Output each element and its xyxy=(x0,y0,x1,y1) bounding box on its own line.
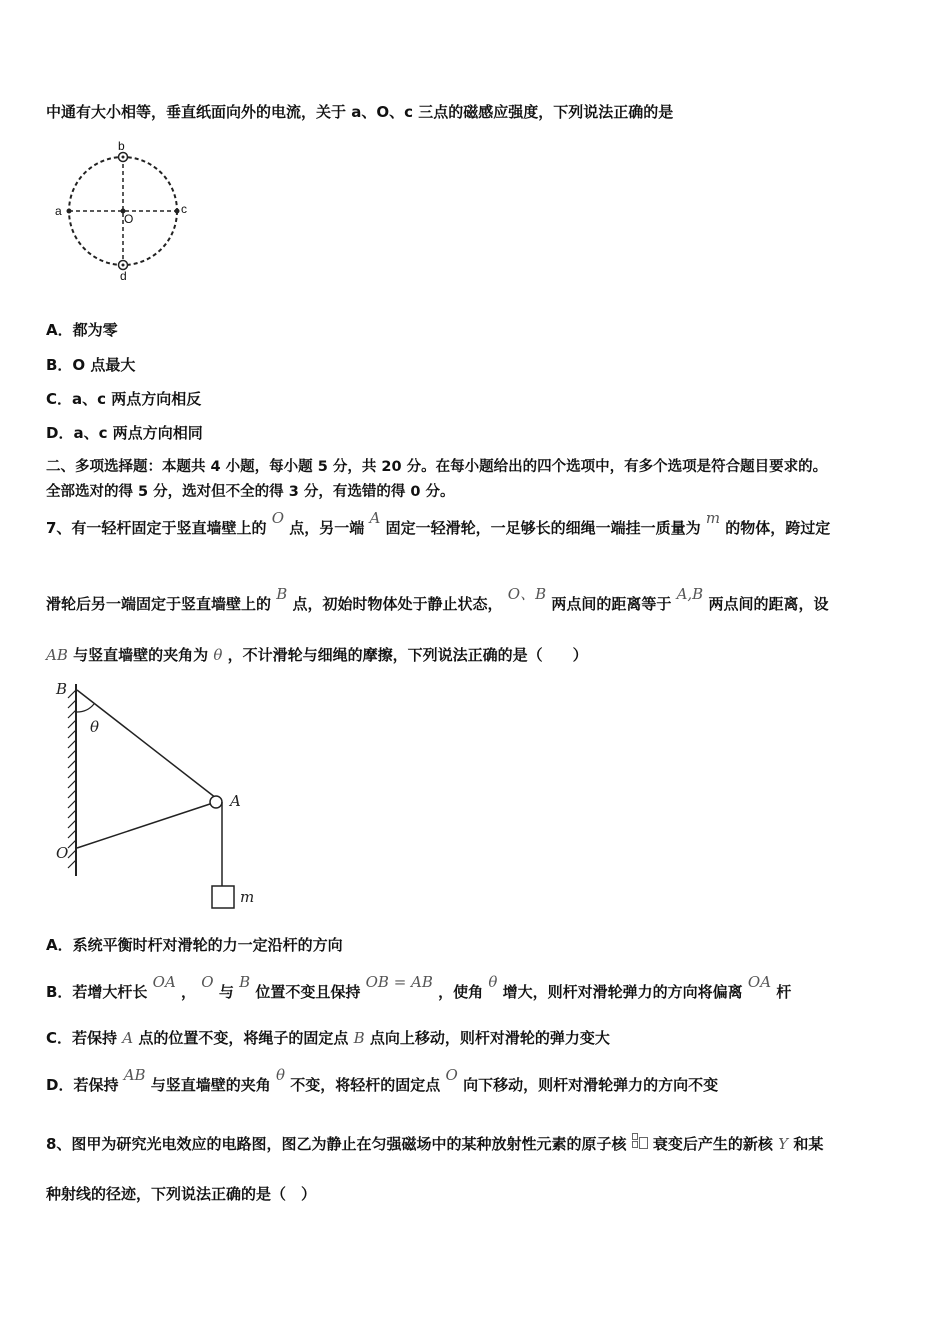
q7-l2-text-c: 两点间的距离等于 xyxy=(551,595,672,613)
fig-label-A: A xyxy=(230,792,241,810)
q7-optD-text-d: 向下移动，则杆对滑轮弹力的方向不变 xyxy=(463,1076,719,1094)
q6-option-d: D．a、c 两点方向相同 xyxy=(46,424,203,442)
fig-label-O: O xyxy=(56,844,69,862)
label-d: d xyxy=(120,269,127,283)
q7-optD-theta: θ xyxy=(276,1066,286,1084)
q7-optB-OA: OA xyxy=(152,973,176,991)
q7-optB-O: O xyxy=(201,973,214,991)
q8-l1-Y: Y xyxy=(778,1135,789,1153)
fig-label-m: m xyxy=(240,888,255,906)
q7-l3-AB: AB xyxy=(46,646,68,664)
q6-option-c: C．a、c 两点方向相反 xyxy=(46,390,202,408)
section2-line2: 全部选对的得 5 分，选对但不全的得 3 分，有选错的得 0 分。 xyxy=(46,484,455,500)
q7-optB-text-f: 增大，则杆对滑轮弹力的方向将偏离 xyxy=(502,983,743,1001)
q7-option-c xyxy=(46,1028,610,1048)
q7-line1 xyxy=(46,509,831,538)
q7-l1-text-d: 的物体，跨过定 xyxy=(725,519,831,537)
q7-optD-O: O xyxy=(445,1066,458,1084)
q8-l1-text-c: 和某 xyxy=(793,1135,824,1153)
q7-optD-text-b: 与竖直墙壁的夹角 xyxy=(150,1076,271,1094)
label-b: b xyxy=(118,139,125,153)
q7-l1-text-b: 点，另一端 xyxy=(289,519,365,537)
q7-optC-text-b: 点的位置不变，将绳子的固定点 xyxy=(138,1029,349,1047)
q7-optB-OA2: OA xyxy=(747,973,772,991)
q7-optC-B: B xyxy=(353,1029,365,1047)
pulley-diagram xyxy=(50,676,280,916)
q7-l1-text-a: 7、有一轻杆固定于竖直墙壁上的 xyxy=(46,519,267,537)
q8-l1-text-b: 衰变后产生的新核 xyxy=(652,1135,773,1153)
fig-label-theta: θ xyxy=(90,718,100,736)
q7-optB-text-c: 与 xyxy=(218,983,234,1001)
q7-optB-text-g: 杆 xyxy=(776,983,792,1001)
q7-optD-text-a: D．若保持 xyxy=(46,1076,119,1094)
q6-magnetic-figure xyxy=(50,138,200,288)
q7-l2-text-b: 点，初始时物体处于静止状态， xyxy=(292,595,503,613)
section2-line1: 二、多项选择题：本题共 4 小题，每小题 5 分，共 20 分。在每小题给出的四个选项中，有多个选项是符合题目要求的。 xyxy=(46,459,828,475)
q7-optD-AB: AB xyxy=(123,1066,146,1084)
q7-l2-OB: O、B xyxy=(507,585,547,603)
label-c: c xyxy=(181,202,187,216)
q8-line1 xyxy=(46,1134,823,1154)
q7-l1-text-c: 固定一轻滑轮，一足够长的细绳一端挂一质量为 xyxy=(385,519,701,537)
q7-option-a: A．系统平衡时杆对滑轮的力一定沿杆的方向 xyxy=(46,936,343,954)
q7-pulley-figure xyxy=(50,676,280,916)
q6-stem: 中通有大小相等，垂直纸面向外的电流，关于 a、O、c 三点的磁感应强度，下列说法正确的是 xyxy=(46,103,674,121)
q7-optC-text-c: 点向上移动，则杆对滑轮的弹力变大 xyxy=(369,1029,610,1047)
q7-optB-theta: θ xyxy=(488,973,498,991)
q7-optB-B: B xyxy=(239,973,251,991)
nucleus-placeholder-icon xyxy=(632,1137,648,1151)
q7-optC-A: A xyxy=(122,1029,134,1047)
q7-l3-text-b: ，不计滑轮与细绳的摩擦，下列说法正确的是（ ） xyxy=(227,646,588,664)
q7-line3 xyxy=(46,645,588,665)
q7-optB-text-d: 位置不变且保持 xyxy=(255,983,361,1001)
q7-optC-text-a: C．若保持 xyxy=(46,1029,118,1047)
q6-option-a: A．都为零 xyxy=(46,321,118,339)
q7-l2-text-a: 滑轮后另一端固定于竖直墙壁上的 xyxy=(46,595,272,613)
q7-optB-eq: OB = AB xyxy=(365,973,433,991)
q7-l2-text-d: 两点间的距离，设 xyxy=(708,595,829,613)
label-a: a xyxy=(55,204,62,218)
q8-line2: 种射线的径迹，下列说法正确的是（ ） xyxy=(46,1185,317,1203)
q7-line2 xyxy=(46,585,829,614)
q7-l2-B: B xyxy=(276,585,288,603)
q7-optB-text-a: B．若增大杆长 xyxy=(46,983,148,1001)
q8-l1-text-a: 8、图甲为研究光电效应的电路图，图乙为静止在匀强磁场中的某种放射性元素的原子核 xyxy=(46,1135,627,1153)
label-O: O xyxy=(124,212,134,226)
q7-l3-theta: θ xyxy=(213,646,223,664)
q7-l1-A: A xyxy=(369,509,381,527)
q7-optB-text-b: ， xyxy=(181,983,197,1001)
q7-optD-text-c: 不变，将轻杆的固定点 xyxy=(290,1076,441,1094)
q7-l1-O: O xyxy=(271,509,284,527)
q7-l1-m: m xyxy=(705,509,721,527)
q7-option-b xyxy=(46,973,792,1002)
fig-label-B: B xyxy=(56,680,68,698)
q7-l3-text-a: 与竖直墙壁的夹角为 xyxy=(73,646,209,664)
q7-optB-text-e: ，使角 xyxy=(438,983,484,1001)
q6-option-b: B．O 点最大 xyxy=(46,356,136,374)
q7-l2-AB: A,B xyxy=(676,585,704,603)
q7-option-d xyxy=(46,1066,719,1095)
